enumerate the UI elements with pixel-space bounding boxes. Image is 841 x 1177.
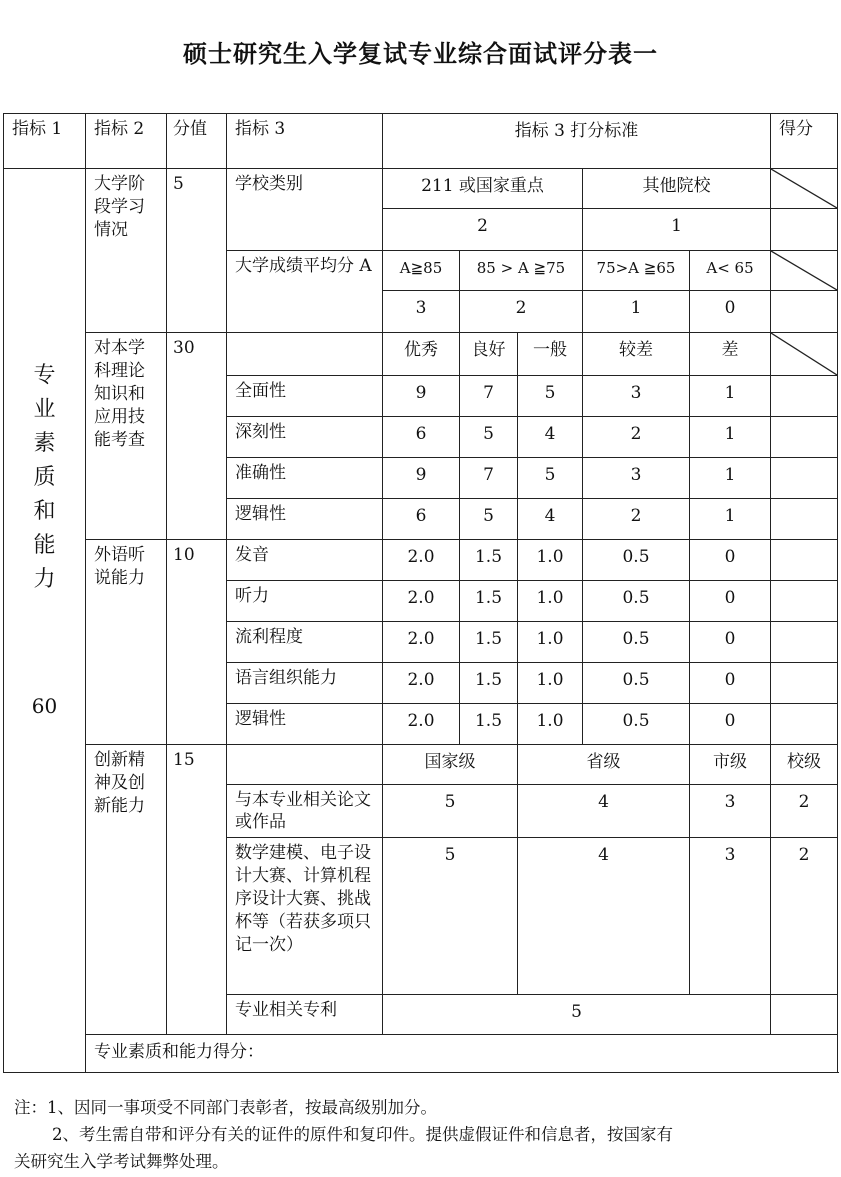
criteria-value: 1.5 (460, 540, 518, 581)
indicator-label: 大学成绩平均分 A (227, 251, 383, 333)
criteria-value: 1.0 (518, 581, 583, 622)
table-row (4, 333, 838, 376)
criteria-value: 7 (460, 376, 518, 417)
criteria-value: 5 (383, 995, 771, 1035)
section-score: 30 (167, 333, 227, 540)
section-score: 10 (167, 540, 227, 745)
criteria-value: 2.0 (383, 581, 460, 622)
indicator-label: 逻辑性 (227, 499, 383, 540)
category-char: 和 (33, 499, 56, 524)
indicator-label: 数学建模、电子设计大赛、计算机程序设计大赛、挑战杯等（若获多项只记一次） (227, 838, 383, 995)
score-cell (771, 540, 838, 581)
section-name: 创新精神及创新能力 (86, 745, 167, 1035)
note-2-continued: 关研究生入学考试舞弊处理。 (14, 1152, 229, 1171)
criteria-value: 4 (518, 785, 690, 838)
indicator-label: 逻辑性 (227, 704, 383, 745)
criteria-value: 1 (690, 499, 771, 540)
criteria-value: 2.0 (383, 663, 460, 704)
criteria-value: 2 (771, 785, 838, 838)
level-header: 校级 (771, 745, 838, 785)
criteria-value: 1.5 (460, 622, 518, 663)
criteria-value: 2 (583, 417, 690, 458)
indicator-label: 深刻性 (227, 417, 383, 458)
score-cell (771, 499, 838, 540)
table-row (4, 540, 838, 581)
criteria-value: 4 (518, 838, 690, 995)
header-scoring-standard: 指标 3 打分标准 (383, 114, 771, 169)
criteria-value: 1.0 (518, 704, 583, 745)
score-cell (771, 458, 838, 499)
criteria-value: 2.0 (383, 704, 460, 745)
criteria-value: 2 (771, 838, 838, 995)
score-cell (771, 376, 838, 417)
criteria-value: 0 (690, 581, 771, 622)
note-1: 注：1、因同一事项受不同部门表彰者，按最高级别加分。 (14, 1098, 437, 1117)
score-cell (771, 209, 838, 251)
header-score-value: 分值 (167, 114, 227, 169)
criteria-value: 5 (383, 785, 518, 838)
indicator-label: 听力 (227, 581, 383, 622)
criteria-value: 3 (383, 291, 460, 333)
criteria-option: A< 65 (690, 251, 771, 291)
criteria-value: 1 (690, 417, 771, 458)
indicator-label (227, 745, 383, 785)
score-cell (771, 291, 838, 333)
level-header: 市级 (690, 745, 771, 785)
criteria-option: 其他院校 (583, 169, 771, 209)
category-char: 质 (33, 465, 56, 490)
indicator-label: 学校类别 (227, 169, 383, 251)
criteria-value: 1.0 (518, 663, 583, 704)
section-score: 5 (167, 169, 227, 333)
criteria-value: 2 (460, 291, 583, 333)
criteria-value: 3 (690, 785, 771, 838)
table-footer-row (4, 1035, 838, 1073)
indicator-label (227, 333, 383, 376)
criteria-value: 5 (460, 499, 518, 540)
criteria-value: 1.0 (518, 540, 583, 581)
grade-header: 较差 (583, 333, 690, 376)
criteria-value: 3 (690, 838, 771, 995)
level-header: 省级 (518, 745, 690, 785)
criteria-value: 2 (383, 209, 583, 251)
criteria-value: 1.5 (460, 663, 518, 704)
score-cell (771, 622, 838, 663)
criteria-value: 2.0 (383, 622, 460, 663)
category-char: 专 (33, 363, 56, 388)
criteria-option: 75>A ≧65 (583, 251, 690, 291)
criteria-value: 2 (583, 499, 690, 540)
total-score-label: 专业素质和能力得分： (86, 1035, 838, 1073)
indicator-label: 准确性 (227, 458, 383, 499)
criteria-value: 6 (383, 499, 460, 540)
criteria-value: 4 (518, 499, 583, 540)
criteria-value: 3 (583, 376, 690, 417)
score-cell (771, 995, 838, 1035)
grade-header: 良好 (460, 333, 518, 376)
category-professional-quality (4, 169, 86, 1073)
header-obtained-score: 得分 (771, 114, 838, 169)
table-row (4, 745, 838, 785)
note-2: 2、考生需自带和评分有关的证件的原件和复印件。提供虚假证件和信息者，按国家有 (52, 1125, 673, 1144)
criteria-value: 7 (460, 458, 518, 499)
diagonal-cell (771, 169, 838, 209)
criteria-option: A≧85 (383, 251, 460, 291)
criteria-value: 5 (518, 458, 583, 499)
criteria-value: 1 (690, 458, 771, 499)
diagonal-cell (771, 333, 838, 376)
criteria-value: 3 (583, 458, 690, 499)
criteria-value: 0 (690, 291, 771, 333)
criteria-value: 0.5 (583, 540, 690, 581)
score-cell (771, 663, 838, 704)
table-row (4, 169, 838, 209)
criteria-value: 1 (690, 376, 771, 417)
notes (14, 1094, 824, 1175)
criteria-value: 0 (690, 540, 771, 581)
category-char: 能 (33, 533, 56, 558)
criteria-value: 1 (583, 209, 771, 251)
grade-header: 优秀 (383, 333, 460, 376)
criteria-value: 0.5 (583, 704, 690, 745)
indicator-label: 语言组织能力 (227, 663, 383, 704)
criteria-value: 1.5 (460, 704, 518, 745)
indicator-label: 专业相关专利 (227, 995, 383, 1035)
category-total-score: 60 (31, 694, 58, 718)
grade-header: 差 (690, 333, 771, 376)
header-indicator-3: 指标 3 (227, 114, 383, 169)
criteria-value: 1.0 (518, 622, 583, 663)
criteria-value: 0.5 (583, 622, 690, 663)
criteria-value: 9 (383, 376, 460, 417)
category-char: 业 (33, 397, 56, 422)
criteria-value: 0 (690, 622, 771, 663)
criteria-option: 85 > A ≧75 (460, 251, 583, 291)
indicator-label: 全面性 (227, 376, 383, 417)
table-header-row (4, 114, 838, 169)
criteria-value: 5 (460, 417, 518, 458)
scoring-table (3, 113, 838, 1073)
indicator-label: 流利程度 (227, 622, 383, 663)
section-score: 15 (167, 745, 227, 1035)
criteria-value: 2.0 (383, 540, 460, 581)
indicator-label: 与本专业相关论文或作品 (227, 785, 383, 838)
score-cell (771, 581, 838, 622)
criteria-value: 0.5 (583, 663, 690, 704)
criteria-value: 5 (518, 376, 583, 417)
criteria-value: 4 (518, 417, 583, 458)
criteria-value: 1.5 (460, 581, 518, 622)
section-name: 对本学科理论知识和应用技能考查 (86, 333, 167, 540)
level-header: 国家级 (383, 745, 518, 785)
indicator-label: 发音 (227, 540, 383, 581)
criteria-value: 9 (383, 458, 460, 499)
grade-header: 一般 (518, 333, 583, 376)
criteria-option: 211 或国家重点 (383, 169, 583, 209)
diagonal-cell (771, 251, 838, 291)
criteria-value: 1 (583, 291, 690, 333)
criteria-value: 5 (383, 838, 518, 995)
page-title: 硕士研究生入学复试专业综合面试评分表一 (183, 39, 658, 68)
header-indicator-2: 指标 2 (86, 114, 167, 169)
score-cell (771, 704, 838, 745)
section-name: 外语听说能力 (86, 540, 167, 745)
criteria-value: 0 (690, 663, 771, 704)
category-char: 力 (33, 567, 56, 592)
section-name: 大学阶段学习情况 (86, 169, 167, 333)
category-char: 素 (33, 431, 56, 456)
score-cell (771, 417, 838, 458)
criteria-value: 6 (383, 417, 460, 458)
criteria-value: 0.5 (583, 581, 690, 622)
header-indicator-1: 指标 1 (4, 114, 86, 169)
criteria-value: 0 (690, 704, 771, 745)
